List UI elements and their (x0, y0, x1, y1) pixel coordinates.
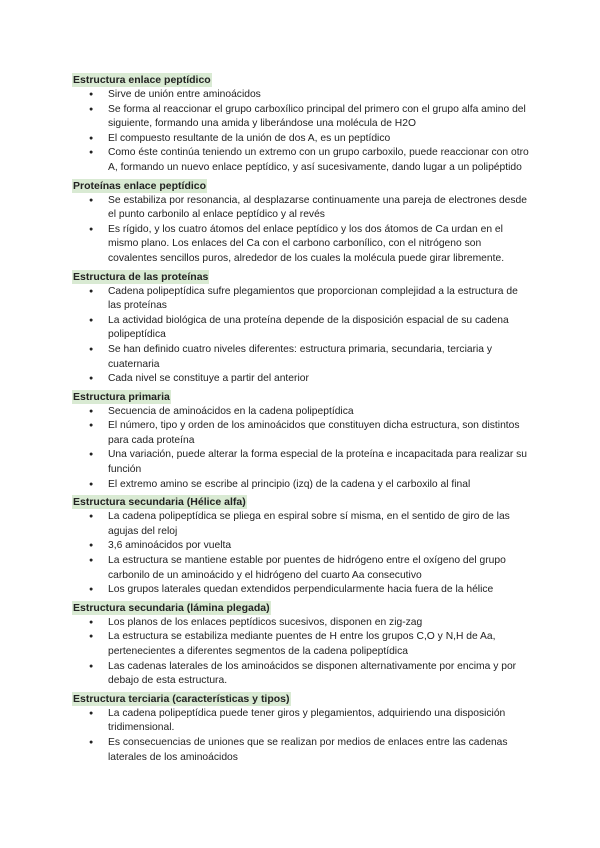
section-heading: Estructura enlace peptídico (73, 74, 211, 86)
bullet-item: ● La estructura se mantiene estable por puentes de hidrógeno entre el oxígeno del grupo carbonilo de un aminoácido y el hidrógeno del cuarto Aa consecutivo (72, 554, 532, 583)
bullet-item: ● Se estabiliza por resonancia, al desplazarse continuamente una pareja de electrones desde el punto carbonilo al enlace peptídico y al revés (72, 194, 532, 223)
bullet-item: ● Es consecuencias de uniones que se realizan por medios de enlaces entre las cadenas laterales de los aminoácidos (72, 736, 532, 765)
bullet-item: ● Cada nivel se constituye a partir del anterior (72, 372, 532, 387)
section (72, 492, 532, 598)
bullet-item: ● Los grupos laterales quedan extendidos perpendicularmente hacia fuera de la hélice (72, 583, 532, 598)
bullet-item: ● La actividad biológica de una proteína depende de la disposición espacial de su cadena polipeptídica (72, 314, 532, 343)
bullet-item: ● Las cadenas laterales de los aminoácidos se disponen alternativamente por encima y por debajo de esta estructura. (72, 660, 532, 689)
bullet-item: ● Se forma al reaccionar el grupo carboxílico principal del primero con el grupo alfa amino del siguiente, formando una amida y liberándose una molécula de H2O (72, 103, 532, 132)
bullet-item: ● El compuesto resultante de la unión de dos A, es un peptídico (72, 132, 532, 147)
bullet-item: ● El número, tipo y orden de los aminoácidos que constituyen dicha estructura, son distintos para cada proteína (72, 419, 532, 448)
bullet-item: ● Los planos de los enlaces peptídicos sucesivos, disponen en zig-zag (72, 616, 532, 631)
section (72, 176, 532, 267)
section-heading: Estructura secundaria (lámina plegada) (73, 601, 270, 614)
bullet-item: ● Se han definido cuatro niveles diferentes: estructura primaria, secundaria, terciaria y cuaternaria (72, 343, 532, 372)
section-heading: Proteínas enlace peptídico (73, 179, 207, 192)
bullet-item: ● Como éste continúa teniendo un extremo con un grupo carboxilo, puede reaccionar con otro A, formando un nuevo enlace peptídico, y así sucesivamente, dando lugar a un polipéptido (72, 146, 532, 175)
bullet-list (72, 616, 532, 689)
bullet-list (72, 510, 532, 598)
section (72, 70, 532, 176)
bullet-item: ● Secuencia de aminoácidos en la cadena polipeptídica (72, 405, 532, 420)
bullet-item: ● Sirve de unión entre aminoácidos (72, 88, 532, 103)
document-body (72, 70, 532, 765)
bullet-item: ● La cadena polipeptídica se pliega en espiral sobre sí misma, en el sentido de giro de las agujas del reloj (72, 510, 532, 539)
bullet-list (72, 88, 532, 176)
bullet-item: ● La cadena polipeptídica puede tener giros y plegamientos, adquiriendo una disposición tridimensional. (72, 707, 532, 736)
bullet-list (72, 194, 532, 267)
section-heading: Estructura primaria (73, 390, 170, 403)
bullet-item: ● Es rígido, y los cuatro átomos del enlace peptídico y los dos átomos de Ca urdan en el mismo plano. Los enlaces del Ca con el carbono carbonílico, con el nitrógeno son covalentes sencillos puros, alrededor de los cuales la molécula puede girar libremente. (72, 223, 532, 267)
bullet-list (72, 707, 532, 765)
bullet-item: ● El extremo amino se escribe al principio (izq) de la cadena y el carboxilo al final (72, 478, 532, 493)
section-heading: Estructura de las proteínas (73, 270, 209, 283)
section-heading: Estructura terciaria (características y tipos) (73, 692, 290, 705)
section (72, 598, 532, 689)
section (72, 387, 532, 493)
section (72, 267, 532, 387)
bullet-item: ● Cadena polipeptídica sufre plegamientos que proporcionan complejidad a la estructura de las proteínas (72, 285, 532, 314)
bullet-item: ● La estructura se estabiliza mediante puentes de H entre los grupos C,O y N,H de Aa, pertenecientes a diferentes segmentos de la cadena polipeptídica (72, 630, 532, 659)
section-heading: Estructura secundaria (Hélice alfa) (73, 496, 246, 509)
bullet-list (72, 405, 532, 493)
bullet-item: ● Una variación, puede alterar la forma especial de la proteína e incapacitada para realizar su función (72, 448, 532, 477)
bullet-item: ● 3,6 aminoácidos por vuelta (72, 539, 532, 554)
bullet-list (72, 285, 532, 387)
section (72, 689, 532, 765)
